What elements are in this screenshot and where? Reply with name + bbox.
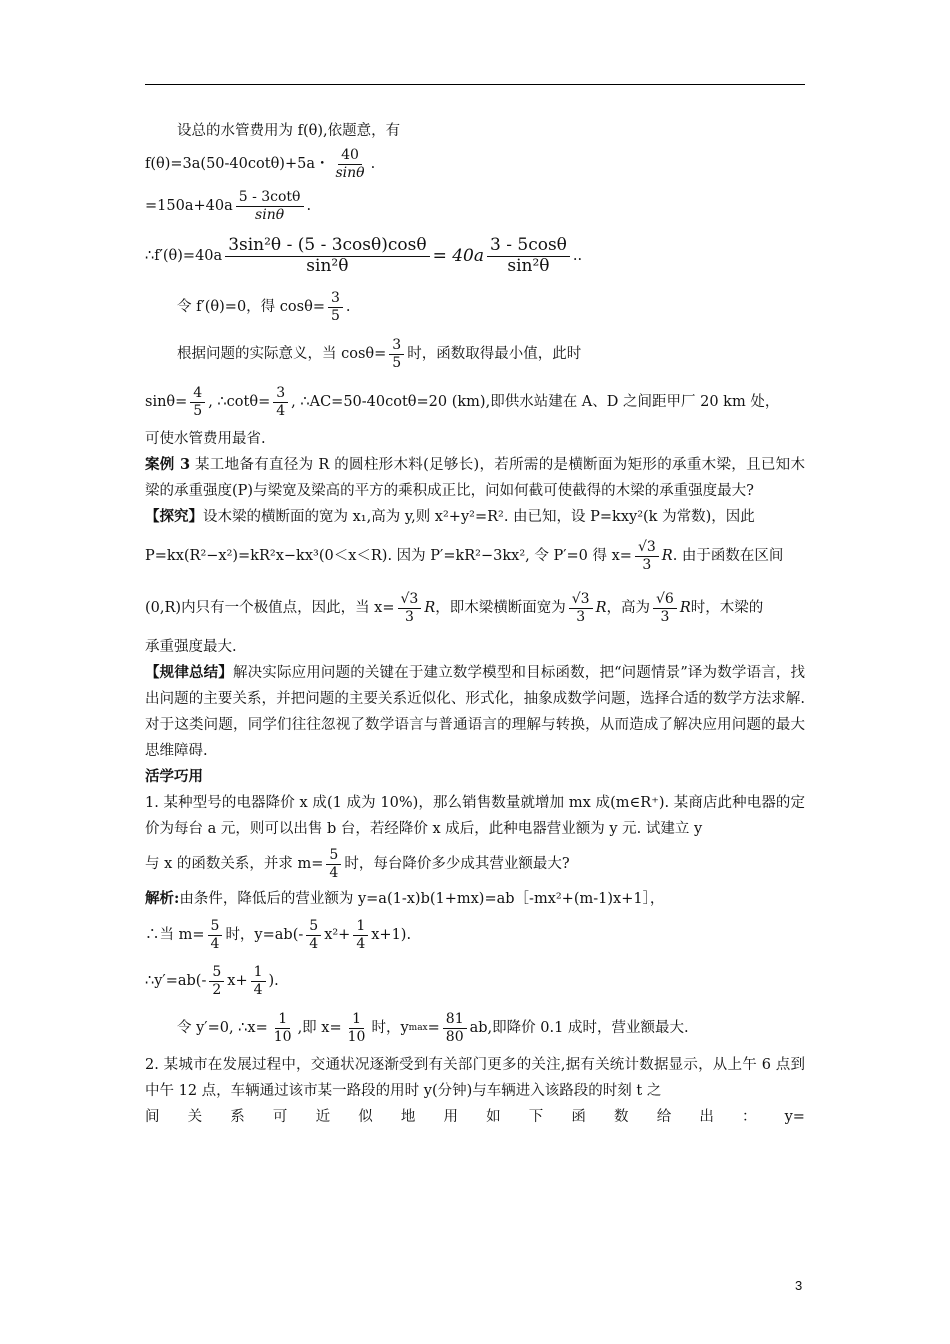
fraction: [653, 591, 677, 624]
text: 可使水管费用最省.: [145, 431, 266, 447]
text: 令 f′(θ)=0，得 cosθ=: [177, 299, 325, 315]
fraction: [332, 147, 367, 180]
char: 地: [400, 1109, 416, 1125]
page-number: 3: [795, 1278, 803, 1293]
char: 数: [614, 1109, 629, 1125]
text: x+: [227, 973, 248, 989]
text: sinθ=: [145, 394, 188, 410]
text: ，高为: [606, 600, 651, 616]
numerator: 40: [338, 147, 362, 164]
section-heading: [145, 764, 805, 790]
text: x²+: [324, 927, 351, 943]
explore-paragraph: [145, 504, 805, 530]
numerator: 81: [443, 1011, 467, 1028]
numerator: 5 - 3cotθ: [236, 189, 304, 206]
numerator: 3: [328, 290, 343, 307]
justified-line: [145, 1104, 805, 1130]
text: =: [427, 1020, 440, 1036]
text: ,即 x=: [297, 1020, 342, 1036]
denominator: 80: [445, 1028, 464, 1045]
denominator: 10: [273, 1028, 292, 1045]
question-1: [145, 790, 805, 842]
text: 设木梁的横断面的宽为 x₁,高为 y,则 x²+y²=R². 由已知，设 P=kxy²(k 为常数)，因此: [203, 509, 755, 525]
numerator: 5: [326, 847, 341, 864]
case-label: 案例 3: [145, 456, 191, 473]
text: ，即木梁横断面宽为: [435, 600, 566, 616]
numerator: 3: [273, 385, 288, 402]
denominator: 5: [392, 354, 402, 371]
fraction: [208, 918, 223, 951]
denominator: 2: [212, 981, 222, 998]
text: 时，函数取得最小值，此时: [407, 346, 582, 362]
text: ..: [572, 248, 583, 264]
summary-paragraph: [145, 660, 805, 764]
numerator: 5: [209, 964, 224, 981]
subscript: max: [408, 1023, 428, 1033]
text: 时，y=ab(-: [225, 927, 304, 943]
numerator: √3: [635, 539, 659, 556]
fraction: [443, 1011, 467, 1044]
text: 时，: [371, 1020, 401, 1036]
denominator: 5: [193, 402, 203, 419]
text: ).: [268, 973, 279, 989]
text: 设总的水管费用为 f(θ),依题意，有: [177, 123, 401, 139]
formula-line: [145, 582, 805, 634]
fraction: [326, 847, 341, 880]
formula-line: [145, 958, 805, 1004]
fraction: [398, 591, 422, 624]
text-line: [145, 634, 805, 660]
fraction: [190, 385, 205, 418]
formula-line: [145, 842, 805, 886]
heading-text: 活学巧用: [145, 768, 203, 785]
char: 出: [699, 1109, 714, 1125]
formula-line: [145, 1004, 805, 1052]
numerator: √3: [398, 591, 422, 608]
text: .: [370, 156, 376, 172]
denominator: 4: [356, 935, 366, 952]
char: 下: [528, 1109, 544, 1125]
fraction: [328, 290, 343, 323]
text: .: [306, 198, 312, 214]
fraction: [353, 918, 368, 951]
solution-label: 解析:: [145, 890, 180, 907]
text: (0,R)内只有一个极值点，因此，当 x=: [145, 600, 395, 616]
text: , ∴cotθ=: [208, 394, 271, 410]
numerator: 5: [208, 918, 223, 935]
denominator: 4: [309, 935, 319, 952]
fraction: [306, 918, 321, 951]
numerator: 3: [389, 337, 404, 354]
text-line: [145, 426, 805, 452]
question-2: [145, 1052, 805, 1104]
fraction: [389, 337, 404, 370]
formula-line: [145, 184, 805, 228]
text: 与 x 的函数关系，并求 m=: [145, 856, 324, 872]
denominator: 4: [276, 402, 286, 419]
fraction: [225, 236, 429, 276]
variable: R: [661, 548, 673, 564]
char: ：: [741, 1109, 757, 1125]
variable: R: [424, 600, 436, 616]
text: ∴y′=ab(-: [145, 973, 207, 989]
text: 承重强度最大.: [145, 639, 237, 655]
numerator: 3sin²θ - (5 - 3cosθ)cosθ: [225, 236, 429, 257]
char: 似: [358, 1109, 373, 1125]
char: 如: [486, 1109, 501, 1125]
fraction: [569, 591, 593, 624]
fraction: [271, 1011, 295, 1044]
denominator: sin²θ: [507, 255, 550, 276]
text-line: [145, 118, 805, 144]
case-3-paragraph: [145, 452, 805, 504]
char: 近: [315, 1109, 331, 1125]
formula-line: [145, 144, 805, 184]
text: 某工地备有直径为 R 的圆柱形木料(足够长)，若所需的是横断面为矩形的承重木梁，且已知木梁的承重强度(P)与梁宽及梁高的平方的乘积成正比，问如何截可使截得的木梁的承重强度最大?: [145, 457, 805, 499]
numerator: 5: [306, 918, 321, 935]
fraction: [251, 964, 266, 997]
char: y=: [784, 1109, 805, 1125]
denominator: sinθ: [255, 206, 285, 223]
text: ab,即降价 0.1 成时，营业额最大.: [469, 1020, 689, 1036]
denominator: sinθ: [335, 164, 365, 181]
text: ∴当 m=: [145, 927, 205, 943]
fraction: [273, 385, 288, 418]
text: ∴f′(θ)=40a: [145, 248, 223, 264]
formula-line: [145, 530, 805, 582]
numerator: √6: [653, 591, 677, 608]
fraction: [236, 189, 304, 222]
denominator: 3: [642, 556, 652, 573]
formula-line: [145, 228, 805, 284]
text: x+1).: [371, 927, 412, 943]
formula-line: [145, 284, 805, 330]
text: =150a+40a: [145, 198, 233, 214]
text: 时，每台降价多少成其营业额最大?: [344, 856, 570, 872]
solution-line: [145, 886, 805, 912]
char: 间: [145, 1109, 160, 1125]
numerator: 3 - 5cosθ: [487, 236, 570, 257]
text: 解决实际应用问题的关键在于建立数学模型和目标函数，把“问题情景”译为数学语言，找出问题的主要关系，并把问题的主要关系近似化、形式化，抽象成数学问题，选择合适的数学方法求解. 对于这类问题，同学们往往忽视了数学语言与普通语言的理解与转换，从而造成了解决应用问题的最大思维障碍.: [145, 665, 806, 759]
numerator: 1: [275, 1011, 290, 1028]
text: 2. 某城市在发展过程中，交通状况逐渐受到有关部门更多的关注,据有关统计数据显示，从上午 6 点到中午 12 点，车辆通过该市某一路段的用时 y(分钟)与车辆进入该路段的时刻 t 之: [145, 1057, 805, 1099]
text: 1. 某种型号的电器降价 x 成(1 成为 10%)，那么销售数量就增加 mx 成(m∈R⁺). 某商店此种电器的定价为每台 a 元，则可以出售 b 台，若经降价 x 成后，此种电器营业额为 y 元. 试建立 y: [145, 795, 805, 837]
section-label: 【探究】: [145, 508, 203, 525]
denominator: 3: [404, 608, 414, 625]
fraction: [487, 236, 570, 276]
text: . 由于函数在区间: [672, 548, 784, 564]
fraction: [635, 539, 659, 572]
formula-line: [145, 330, 805, 378]
numerator: 1: [251, 964, 266, 981]
text: , ∴AC=50-40cotθ=20 (km),即供水站建在 A、D 之间距甲厂 20 km 处，: [291, 394, 780, 410]
fraction: [209, 964, 224, 997]
formula-line: [145, 378, 805, 426]
header-rule: [145, 84, 805, 85]
denominator: 4: [253, 981, 263, 998]
char: 函: [571, 1109, 586, 1125]
text: = 40a: [432, 246, 485, 266]
fraction: [345, 1011, 369, 1044]
variable: R: [679, 600, 691, 616]
denominator: 4: [329, 864, 339, 881]
char: 系: [230, 1109, 245, 1125]
text: 根据问题的实际意义，当 cosθ=: [177, 346, 387, 362]
numerator: √3: [569, 591, 593, 608]
denominator: 3: [576, 608, 586, 625]
numerator: 4: [190, 385, 205, 402]
denominator: sin²θ: [306, 255, 349, 276]
numerator: 1: [353, 918, 368, 935]
text: 时，木梁的: [690, 600, 764, 616]
char: 用: [443, 1109, 458, 1125]
char: 关: [187, 1109, 203, 1125]
denominator: 5: [330, 307, 340, 324]
char: 可: [272, 1109, 288, 1125]
text: .: [345, 299, 351, 315]
formula-line: [145, 912, 805, 958]
text: 由条件，降低后的营业额为 y=a(1-x)b(1+mx)=ab［-mx²+(m-1)x+1］，: [179, 891, 665, 907]
text: P=kx(R²−x²)=kR²x−kx³(0＜x＜R). 因为 P′=kR²−3kx², 令 P′=0 得 x=: [145, 548, 632, 564]
section-label: 【规律总结】: [145, 664, 233, 681]
char: 给: [656, 1109, 672, 1125]
document-body: [145, 118, 805, 1130]
denominator: 4: [210, 935, 220, 952]
text: 令 y′=0, ∴x=: [177, 1020, 268, 1036]
text: y: [400, 1020, 409, 1036]
numerator: 1: [349, 1011, 364, 1028]
denominator: 3: [660, 608, 670, 625]
denominator: 10: [347, 1028, 366, 1045]
text: f(θ)=3a(50-40cotθ)+5a・: [145, 156, 330, 172]
variable: R: [595, 600, 607, 616]
